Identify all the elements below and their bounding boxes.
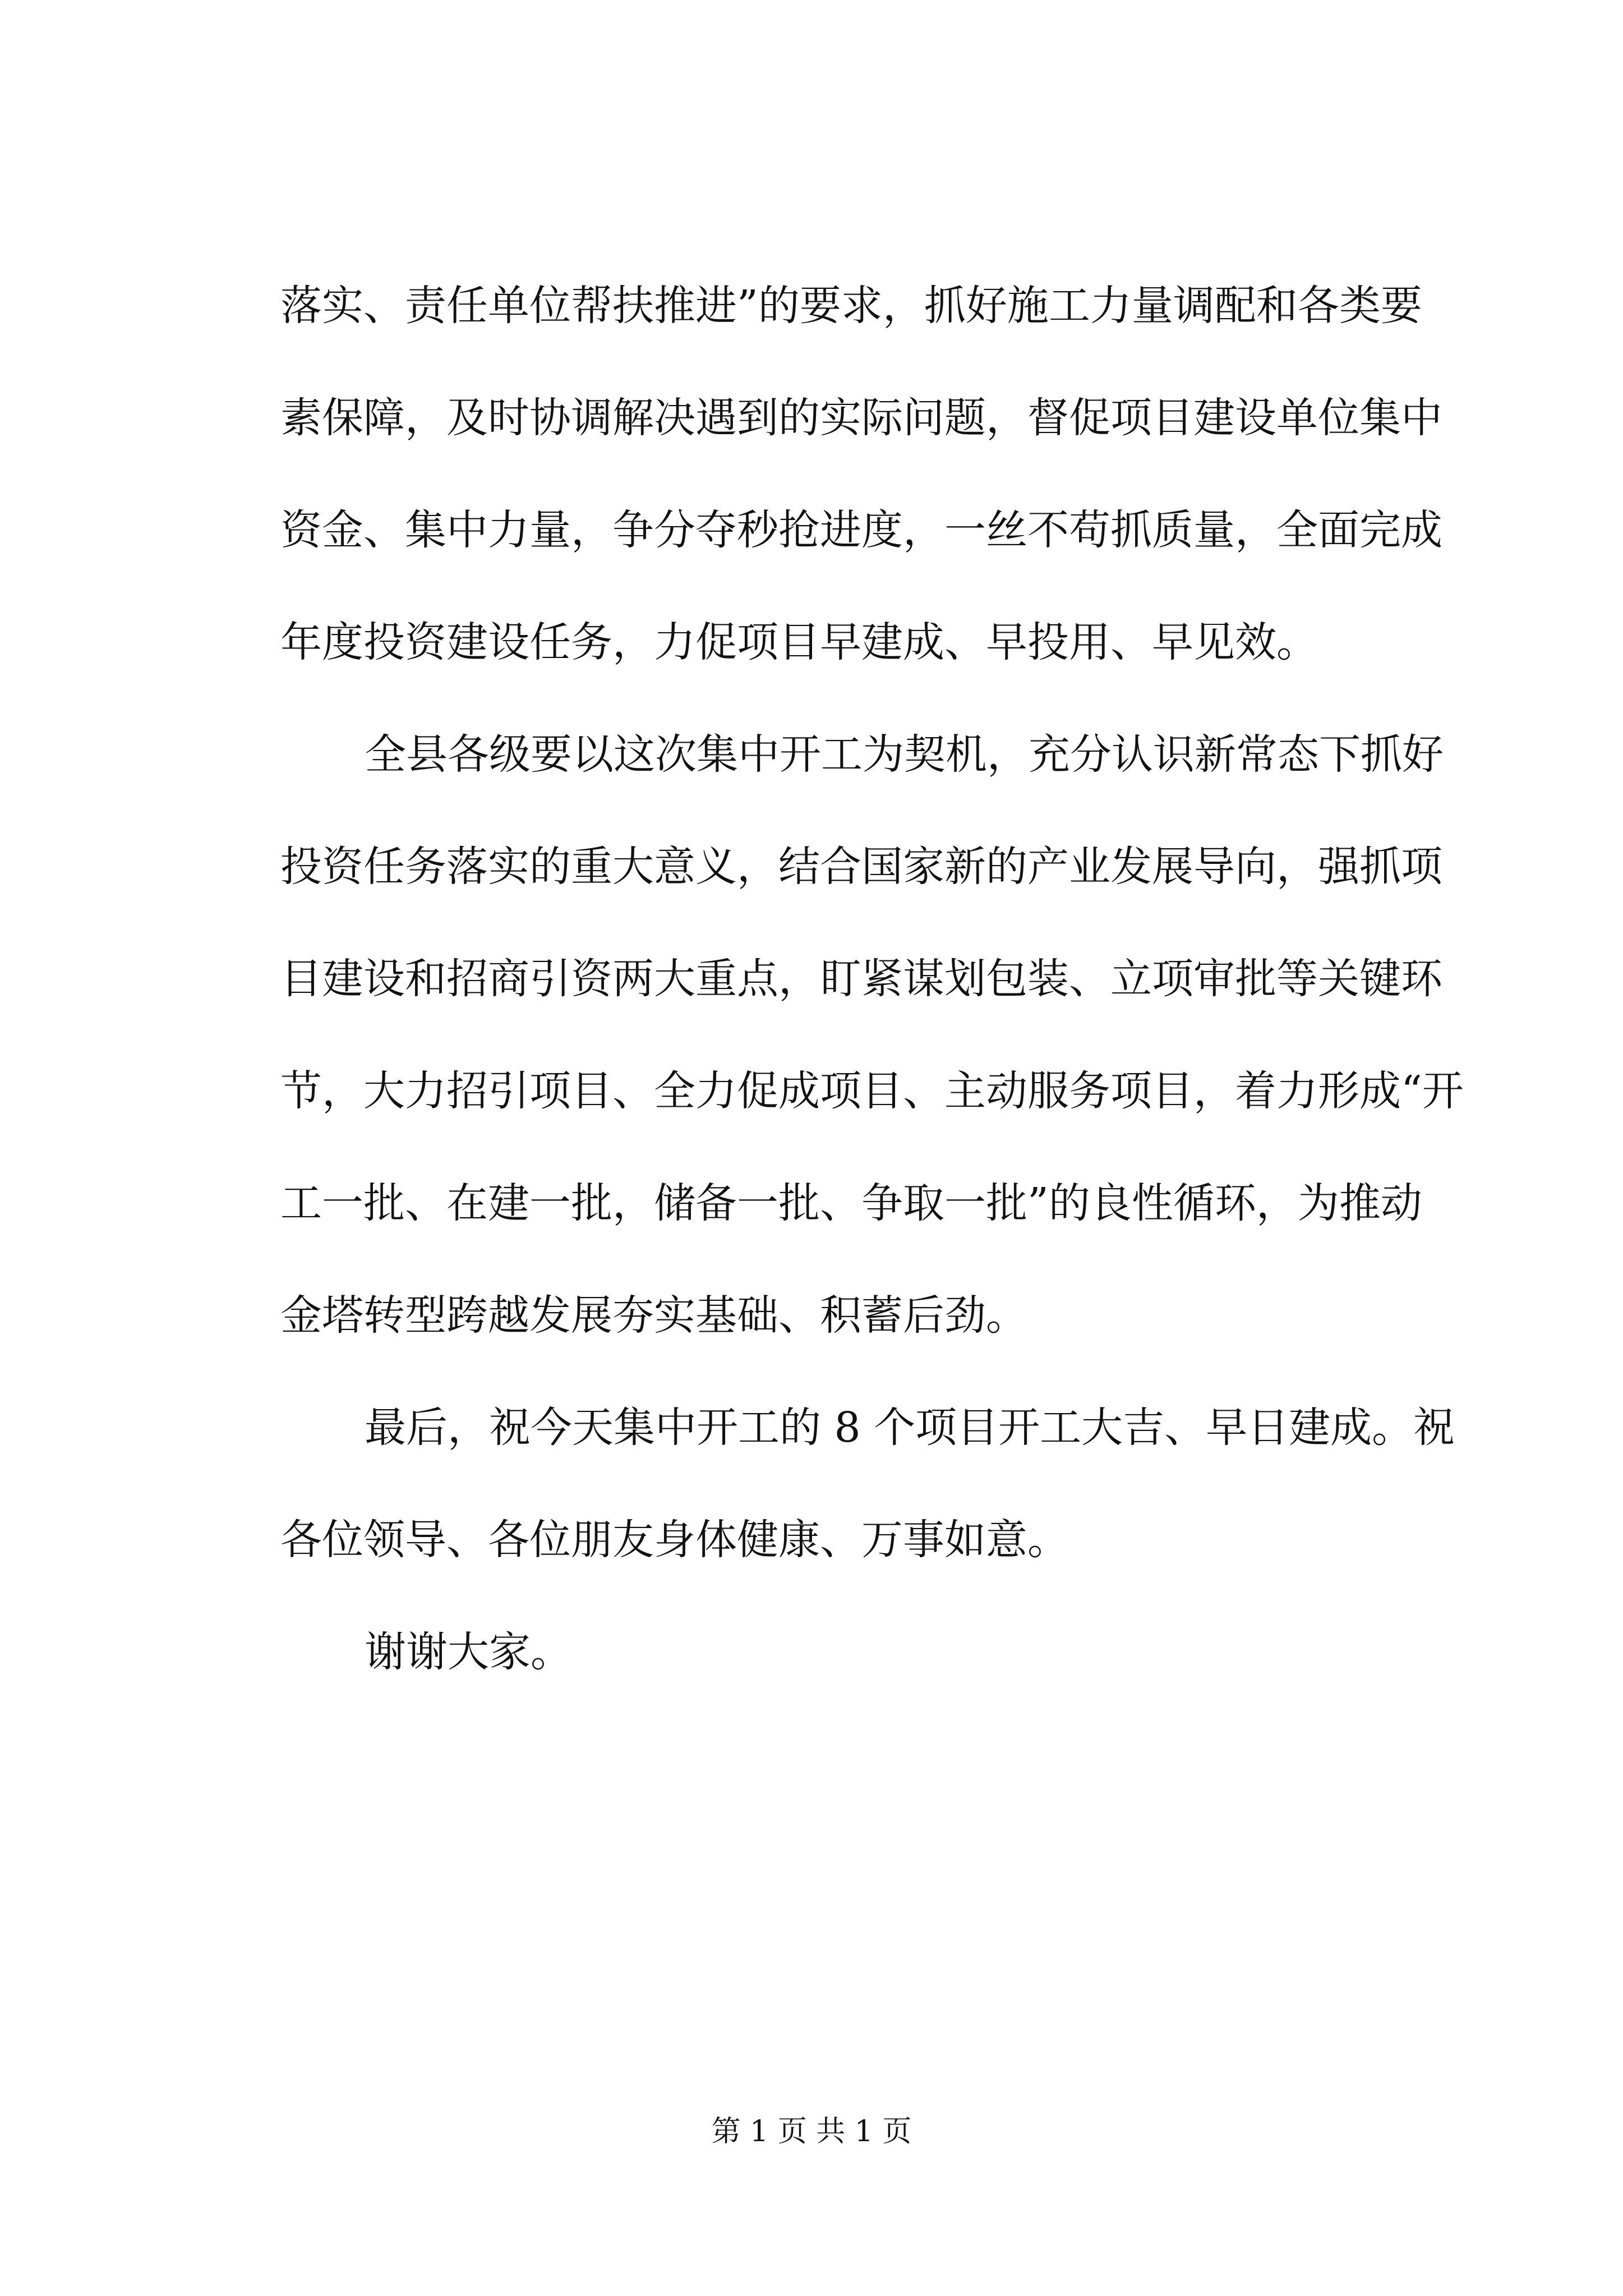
body-line: 投资任务落实的重大意义，结合国家新的产业发展导向，强抓项 [280, 843, 1442, 891]
document-body [280, 250, 1464, 1708]
body-line: 资金、集中力量，争分夺秒抢进度，一丝不苟抓质量，全面完成 [280, 506, 1442, 554]
body-line: 落实、责任单位帮扶推进”的要求，抓好施工力量调配和各类要 [280, 282, 1422, 330]
body-line: 年度投资建设任务，力促项目早建成、早投用、早见效。 [280, 618, 1318, 666]
paragraph-start-line: 最后，祝今天集中开工的 8 个项目开工大吉、早日建成。祝 [365, 1404, 1455, 1452]
body-line: 金塔转型跨越发展夯实基础、积蓄后劲。 [280, 1291, 1027, 1340]
body-line: 工一批、在建一批，储备一批、争取一批”的良性循环，为推动 [280, 1179, 1422, 1227]
body-line: 节，大力招引项目、全力促成项目、主动服务项目，着力形成“开 [280, 1067, 1464, 1115]
paragraph-start-line: 全县各级要以这次集中开工为契机，充分认识新常态下抓好 [365, 730, 1444, 779]
body-line: 目建设和招商引资两大重点，盯紧谋划包装、立项审批等关键环 [280, 955, 1442, 1003]
closing-line: 谢谢大家。 [365, 1628, 572, 1676]
body-line: 素保障，及时协调解决遇到的实际问题，督促项目建设单位集中 [280, 394, 1442, 442]
page-number-footer: 第 1 页 共 1 页 [711, 2115, 912, 2148]
body-line: 各位领导、各位朋友身体健康、万事如意。 [280, 1516, 1069, 1564]
